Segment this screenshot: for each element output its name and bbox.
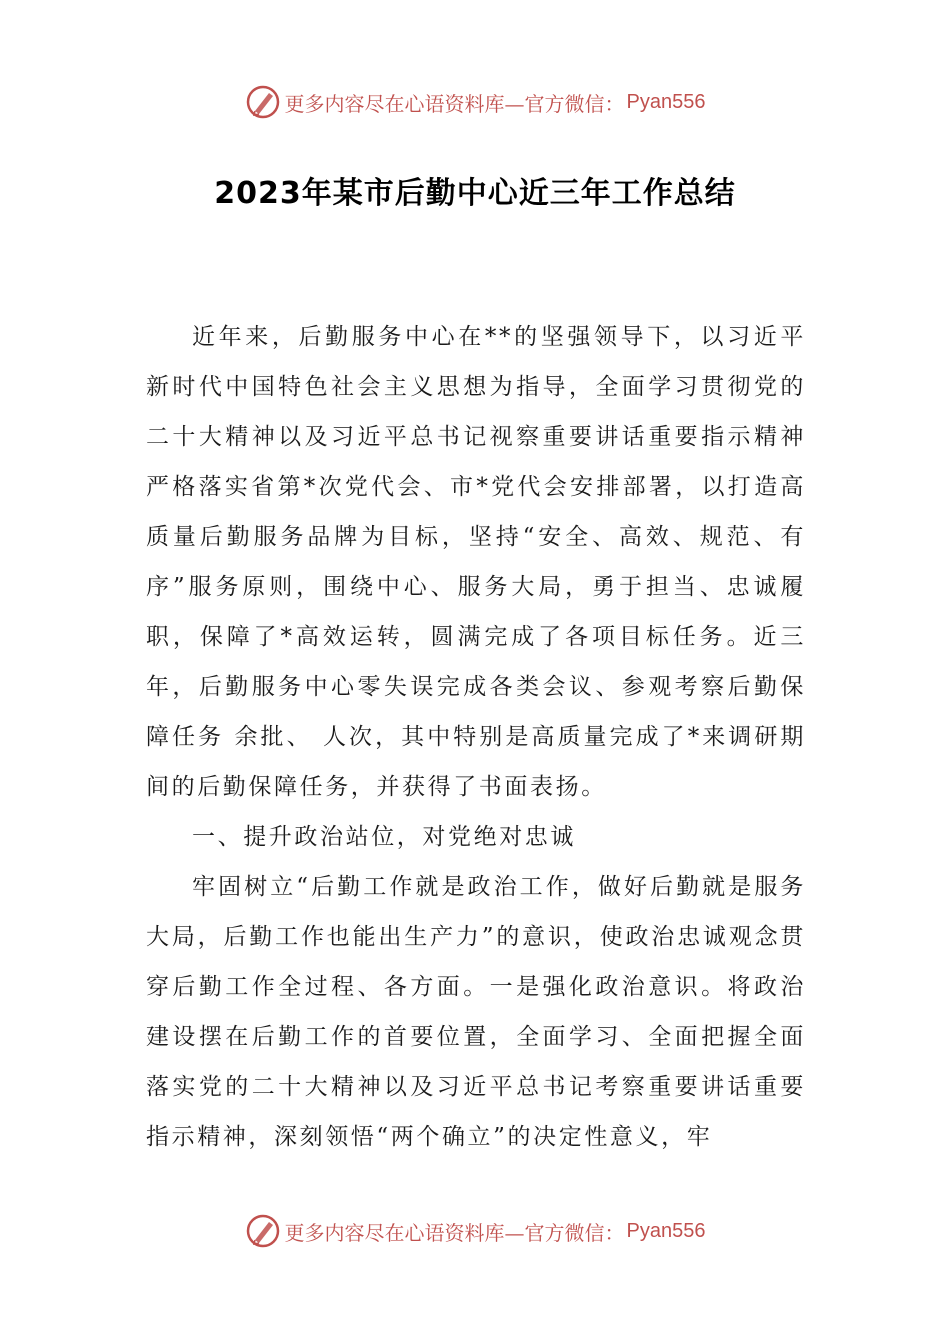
banner-text: 更多内容尽在心语资料库—官方微信：	[284, 91, 625, 116]
page-title: 2023年某市后勤中心近三年工作总结	[214, 176, 736, 211]
body-paragraph: 近年来，后勤服务中心在**的坚强领导下，以习近平新时代中国特色社会主义思想为指导，全面学习贯彻党的二十大精神以及习近平总书记视察重要讲话重要指示精神严格落实省第*次党代会、市*党代会安排部署，以打造高质量后勤服务品牌为目标，坚持“安全、高效、规范、有序”服务原则，围绕中心、服务大局，勇于担当、忠诚履职，保障了*高效运转，圆满完成了各项目标任务。近三年，后勤服务中心零失误完成各类会议、参观考察后勤保障任务 余批、 人次，其中特别是高质量完成了*来调研期间的后勤保障任务，并获得了书面表扬。	[146, 324, 806, 800]
document-body	[146, 312, 806, 1162]
banner-wechat-id: Pyan556	[626, 90, 706, 113]
section-heading: 一、提升政治站位，对党绝对忠诚	[192, 824, 576, 850]
header-watermark-banner	[0, 82, 950, 122]
body-paragraph: 牢固树立“后勤工作就是政治工作，做好后勤就是服务大局，后勤工作也能出生产力”的意识，使政治忠诚观念贯穿后勤工作全过程、各方面。一是强化政治意识。将政治建设摆在后勤工作的首要位置，全面学习、全面把握全面落实党的二十大精神以及习近平总书记考察重要讲话重要指示精神，深刻领悟“两个确立”的决定性意义，牢	[146, 874, 806, 1150]
pen-logo-icon	[245, 1213, 281, 1249]
banner-wechat-id: Pyan556	[626, 1219, 706, 1242]
footer-watermark-banner	[0, 1211, 950, 1251]
banner-text: 更多内容尽在心语资料库—官方微信：	[284, 1220, 625, 1245]
pen-logo-icon	[245, 84, 281, 120]
